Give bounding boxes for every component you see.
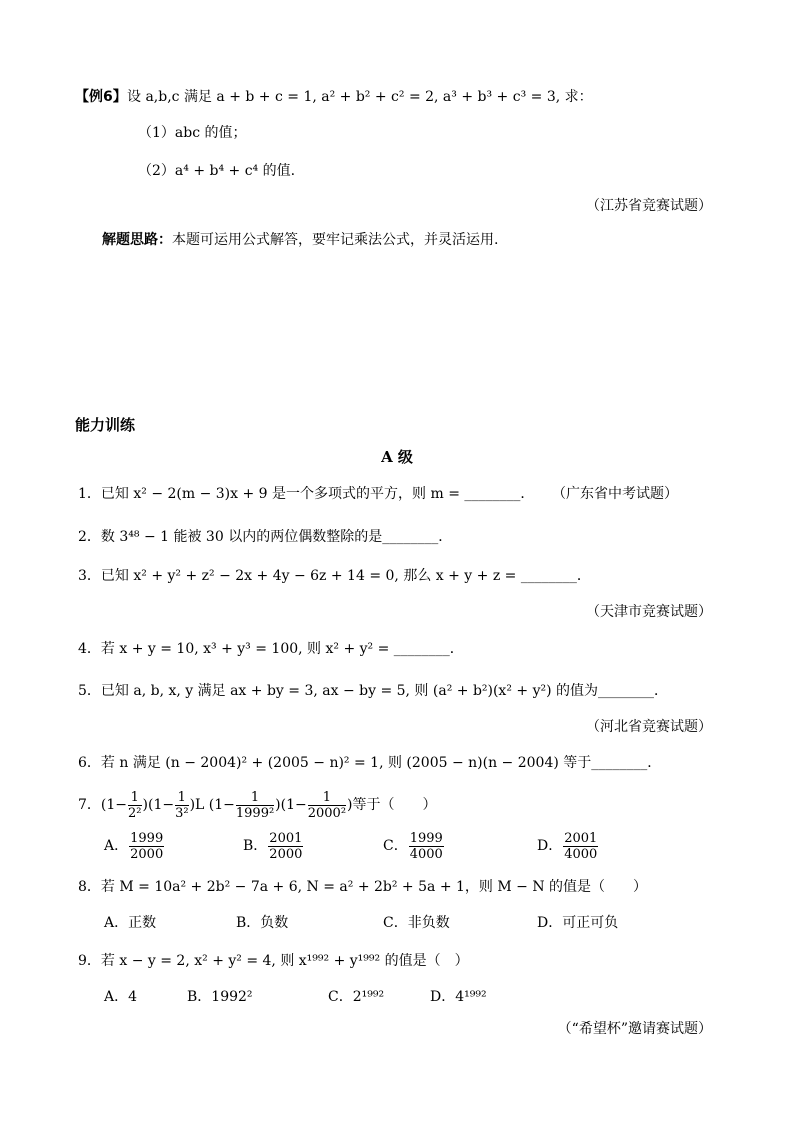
example6-line (0, 86, 794, 108)
problem-1 (0, 483, 794, 505)
p8-option-d: D．可正可负 (537, 915, 619, 931)
problem-3-source: （天津市竞赛试题） (586, 604, 712, 620)
p9-option-b: B．1992² (187, 989, 253, 1005)
p8-option-c: C．非负数 (383, 915, 450, 931)
p7-option-d-num: 2001 (564, 830, 598, 846)
p7-option-a-num: 1999 (130, 830, 164, 846)
p8-option-a: A．正数 (104, 915, 157, 931)
problem-1-text: 1．已知 x² − 2(m − 3)x + 9 是一个多项式的平方，则 m = ________． (78, 486, 535, 502)
p7-open-4: )(1− (275, 797, 307, 813)
p7-option-b-label: B． (243, 838, 268, 854)
p7-fraction-1 (128, 790, 141, 821)
p7-fraction-4 (308, 790, 346, 821)
problem-7-expression (78, 788, 437, 822)
p7-fraction-4-den: 2000² (307, 805, 347, 821)
example6-source: （江苏省竞赛试题） (586, 198, 712, 214)
problem-7 (0, 784, 794, 826)
p7-fraction-3-num: 1 (236, 790, 274, 806)
problem-2-text: 2．数 3⁴⁸ − 1 能被 30 以内的两位偶数整除的是________． (78, 529, 453, 545)
p7-fraction-2-den: 3² (175, 805, 189, 821)
p7-option-b-num: 2001 (269, 830, 303, 846)
example6-q1-line (0, 122, 794, 144)
p7-option-a-den: 2000 (130, 846, 164, 862)
p7-option-c-label: C． (383, 838, 408, 854)
problem-5 (0, 680, 794, 702)
p7-fraction-1-num: 1 (128, 790, 141, 806)
problem-9 (0, 950, 794, 972)
hint-text: 本题可运用公式解答，要牢记乘法公式，并灵活运用. (172, 232, 499, 248)
p7-option-c-fraction (409, 831, 444, 862)
p7-fraction-3 (236, 790, 274, 821)
problem-1-source: （广东省中考试题） (552, 486, 678, 502)
problem-8 (0, 876, 794, 898)
example6-question-2: （2）a⁴ + b⁴ + c⁴ 的值. (138, 163, 296, 179)
problem-7-number: 7． (78, 797, 101, 813)
problem-6-text: 6．若 n 满足 (n − 2004)² + (2005 − n)² = 1, 则 (2005 − n)(n − 2004) 等于________． (78, 755, 662, 771)
problem-5-text: 5．已知 a, b, x, y 满足 ax + by = 3, ax − by = 5, 则 (a² + b²)(x² + y²) 的值为________． (78, 683, 669, 699)
problem-5-source-line (0, 716, 794, 738)
p7-option-a (104, 826, 165, 866)
problem-4 (0, 638, 794, 660)
example6-statement: 设 a,b,c 满足 a + b + c = 1, a² + b² + c² = 2, a³ + b³ + c³ = 3, 求： (127, 89, 593, 105)
p7-option-b (243, 826, 304, 866)
problem-9-source-line (0, 1018, 794, 1040)
p7-option-d-label: D． (537, 838, 563, 854)
p7-fraction-2 (175, 790, 188, 821)
level-line (0, 446, 794, 468)
level-heading: A 级 (381, 448, 413, 466)
p7-suffix: )等于（ ） (347, 797, 437, 813)
problem-8-options (0, 912, 794, 934)
p7-option-b-fraction (268, 831, 303, 862)
problem-2 (0, 526, 794, 548)
problem-3 (0, 565, 794, 587)
p8-option-b: B．负数 (236, 915, 289, 931)
section-title: 能力训练 (75, 416, 136, 434)
p7-open-1: (1− (100, 797, 128, 813)
example6-heading: 【例6】 (75, 89, 127, 105)
p7-option-d-den: 4000 (564, 846, 598, 862)
p9-option-d: D．4¹⁹⁹² (430, 989, 487, 1005)
problem-3-text: 3．已知 x² + y² + z² − 2x + 4y − 6z + 14 = 0, 那么 x + y + z = ________． (78, 568, 591, 584)
p7-fraction-4-num: 1 (308, 790, 346, 806)
example6-q2-line (0, 160, 794, 182)
p7-option-c-den: 4000 (409, 846, 443, 862)
p7-option-c-num: 1999 (409, 830, 443, 846)
problem-9-text: 9．若 x − y = 2, x² + y² = 4, 则 x¹⁹⁹² + y¹⁹⁹² 的值是（ ） (78, 953, 469, 969)
p7-fraction-1-den: 2² (128, 805, 142, 821)
p7-option-a-fraction (129, 831, 164, 862)
p7-fraction-3-den: 1999² (235, 805, 275, 821)
example6-hint (102, 229, 498, 251)
example6-hint-line (0, 229, 794, 251)
p7-option-d-fraction (563, 831, 598, 862)
p7-ellipsis: )L (1− (189, 797, 235, 813)
problem-5-source: （河北省竞赛试题） (586, 719, 712, 735)
problem-6 (0, 752, 794, 774)
p7-option-c (383, 826, 445, 866)
problem-8-text: 8．若 M = 10a² + 2b² − 7a + 6, N = a² + 2b² + 5a + 1，则 M − N 的值是（ ） (78, 879, 648, 895)
p7-option-d (537, 826, 599, 866)
example6-source-line (0, 195, 794, 217)
hint-label: 解题思路： (102, 232, 172, 248)
problem-7-options (0, 826, 794, 866)
problem-9-source: （“希望杯”邀请赛试题） (557, 1021, 712, 1037)
example6-question-1: （1）abc 的值； (138, 125, 247, 141)
p7-fraction-2-num: 1 (175, 790, 188, 806)
p7-option-a-label: A． (104, 838, 129, 854)
p7-open-2: )(1− (142, 797, 175, 813)
problem-9-options (0, 986, 794, 1008)
problem-4-text: 4．若 x + y = 10, x³ + y³ = 100, 则 x² + y² = ________． (78, 641, 464, 657)
section-title-line (0, 414, 794, 436)
problem-3-source-line (0, 601, 794, 623)
p9-option-a: A．4 (104, 989, 138, 1005)
p9-option-c: C．2¹⁹⁹² (328, 989, 385, 1005)
p7-option-b-den: 2000 (269, 846, 303, 862)
